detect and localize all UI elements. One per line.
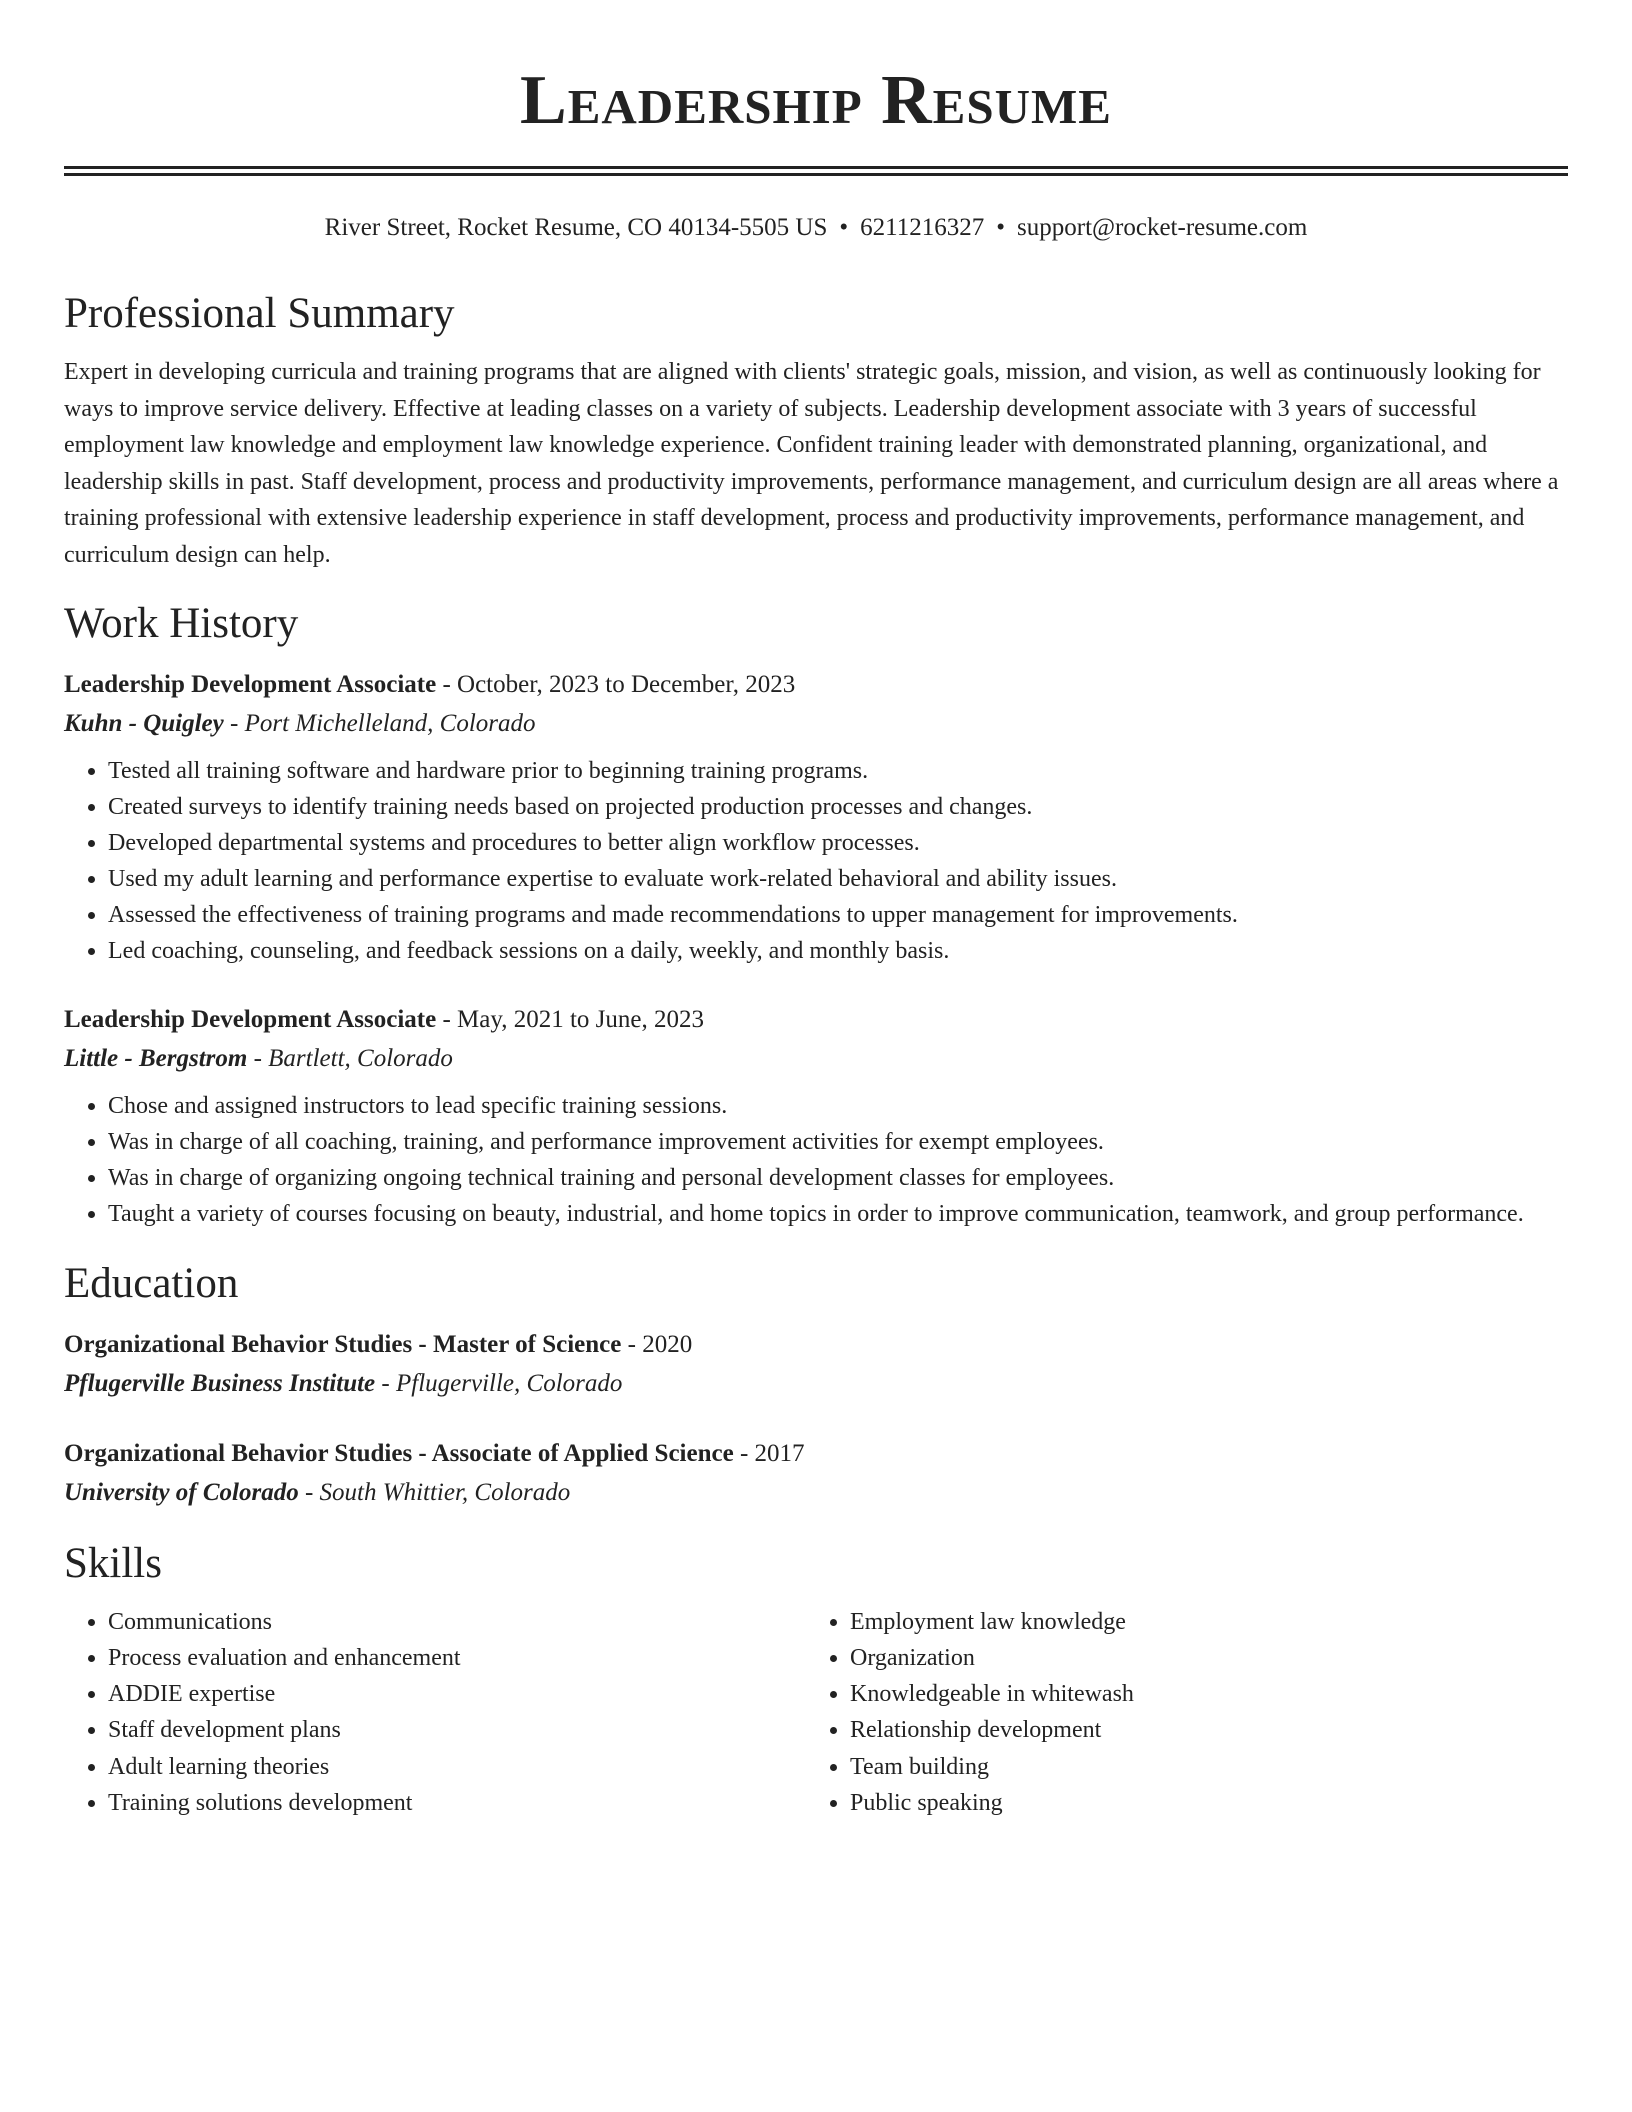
work-history-section (64, 598, 1568, 1232)
skills-left-column (64, 1604, 806, 1822)
job-company: Kuhn - Quigley (64, 709, 224, 737)
skill-item: • Knowledgeable in whitewash (850, 1676, 1548, 1712)
job-header: Leadership Development Associate - October, 2023 to December, 2023 (64, 670, 796, 698)
skill-item: • Adult learning theories (108, 1749, 806, 1785)
skill-item: • Public speaking (850, 1785, 1548, 1821)
list-item: • Chose and assigned instructors to lead specific training sessions. (108, 1088, 1568, 1124)
education-header: Organizational Behavior Studies - Master of Science - 2020 (64, 1330, 693, 1358)
contact-phone: 6211216327 (860, 214, 985, 241)
contact-separator: • (996, 214, 1006, 241)
skill-item: • Employment law knowledge (850, 1604, 1548, 1640)
list-item: • Taught a variety of courses focusing on beauty, industrial, and home topics in order to improve communication, teamwork, and group performance. (108, 1196, 1568, 1232)
education-school-line: University of Colorado - South Whittier, Colorado (64, 1478, 571, 1506)
education-year: 2020 (642, 1330, 693, 1358)
list-item: • Used my adult learning and performance expertise to evaluate work-related behavioral and ability issues. (108, 861, 1568, 897)
summary-text: Expert in developing curricula and training programs that are aligned with clients' strategic goals, mission, and vision, as well as continuously looking for ways to improve service delivery. Effective at leading classes on a variety of subjects. Leadership development associate with 3 years of successful employment law knowledge and employment law knowledge experience. Confident training leader with demonstrated planning, organizational, and leadership skills in past. Staff development, process and productivity improvements, performance management, and curriculum design are all areas where a training professional with extensive leadership experience in staff development, process and productivity improvements, performance management, and curriculum design can help. (64, 359, 1559, 568)
job-entry (64, 1001, 1568, 1232)
contact-separator: • (839, 214, 849, 241)
job-location: Bartlett, Colorado (268, 1044, 453, 1072)
education-section (64, 1258, 1568, 1512)
education-header: Organizational Behavior Studies - Associate of Applied Science - 2017 (64, 1439, 805, 1467)
skills-right-column (806, 1604, 1548, 1822)
contact-address: River Street, Rocket Resume, CO 40134-5505 US (324, 214, 828, 241)
skill-item: • Process evaluation and enhancement (108, 1640, 806, 1676)
skill-item: • Organization (850, 1640, 1548, 1676)
skill-item: • Team building (850, 1749, 1548, 1785)
skill-item: • Communications (108, 1604, 806, 1640)
job-dates: May, 2021 to June, 2023 (457, 1005, 705, 1033)
job-company-line: Little - Bergstrom - Bartlett, Colorado (64, 1044, 453, 1072)
section-heading: Professional Summary (64, 290, 455, 337)
list-item: • Created surveys to identify training needs based on projected production processes and changes. (108, 789, 1568, 825)
contact-line (64, 212, 1568, 244)
job-title: Leadership Development Associate (64, 670, 437, 698)
list-item: • Tested all training software and hardware prior to beginning training programs. (108, 753, 1568, 789)
list-item: • Was in charge of organizing ongoing technical training and personal development classes for employees. (108, 1160, 1568, 1196)
job-dates: October, 2023 to December, 2023 (457, 670, 796, 698)
education-location: Pflugerville, Colorado (396, 1369, 623, 1397)
job-title: Leadership Development Associate (64, 1005, 437, 1033)
skill-item: • Staff development plans (108, 1712, 806, 1748)
job-bullets (64, 1088, 1568, 1232)
section-heading: Skills (64, 1539, 162, 1587)
skills-columns (64, 1604, 1568, 1822)
job-entry (64, 666, 1568, 969)
job-company-line: Kuhn - Quigley - Port Michelleland, Colorado (64, 709, 536, 737)
job-header: Leadership Development Associate - May, 2021 to June, 2023 (64, 1005, 705, 1033)
list-item: • Was in charge of all coaching, training, and performance improvement activities for exempt employees. (108, 1124, 1568, 1160)
job-company: Little - Bergstrom (64, 1044, 248, 1072)
section-heading: Work History (64, 599, 299, 647)
skill-item: • ADDIE expertise (108, 1676, 806, 1712)
education-school: University of Colorado (64, 1478, 299, 1506)
skills-section (64, 1538, 1568, 1822)
education-location: South Whittier, Colorado (319, 1478, 571, 1506)
title-double-rule (64, 166, 1568, 176)
education-degree: Organizational Behavior Studies - Associate of Applied Science (64, 1439, 734, 1467)
education-degree: Organizational Behavior Studies - Master of Science (64, 1330, 622, 1358)
skill-item: • Relationship development (850, 1712, 1548, 1748)
skill-item: • Training solutions development (108, 1785, 806, 1821)
education-school-line: Pflugerville Business Institute - Pflugerville, Colorado (64, 1369, 623, 1397)
professional-summary-section (64, 288, 1568, 574)
education-entry (64, 1326, 1568, 1403)
list-item: • Developed departmental systems and procedures to better align workflow processes. (108, 825, 1568, 861)
job-bullets (64, 753, 1568, 969)
contact-email: support@rocket-resume.com (1017, 214, 1308, 241)
list-item: • Led coaching, counseling, and feedback sessions on a daily, weekly, and monthly basis. (108, 933, 1568, 969)
education-entry (64, 1435, 1568, 1512)
resume-title: Leadership Resume (520, 62, 1112, 139)
education-school: Pflugerville Business Institute (64, 1369, 376, 1397)
education-year: 2017 (754, 1439, 805, 1467)
job-location: Port Michelleland, Colorado (244, 709, 536, 737)
section-heading: Education (64, 1259, 239, 1307)
list-item: • Assessed the effectiveness of training programs and made recommendations to upper management for improvements. (108, 897, 1568, 933)
